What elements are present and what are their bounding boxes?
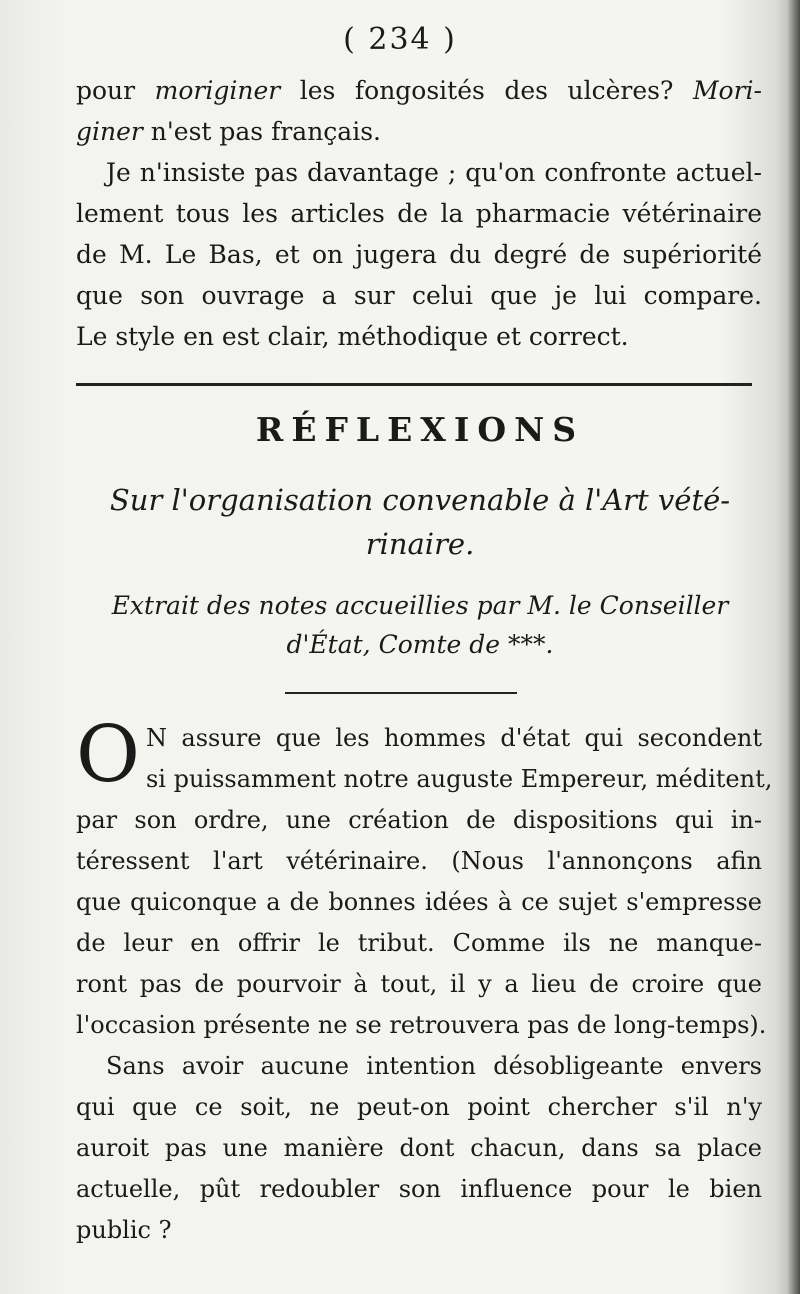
text-line: lement tous les articles de la pharmacie vétérinaire: [76, 199, 762, 228]
text-line: par son ordre, une création de dispositions qui in-: [76, 806, 762, 834]
text-line: auroit pas une manière dont chacun, dans sa place: [76, 1134, 762, 1162]
section-title: RÉFLEXIONS: [255, 410, 585, 449]
section-subtitle: Sur l'organisation convenable à l'Art vété- rinaire.: [109, 483, 731, 561]
text-line: si puissamment notre auguste Empereur, méditent,: [145, 765, 773, 793]
page-number: ( 234 ): [343, 22, 457, 57]
text-line: de M. Le Bas, et on jugera du degré de supériorité: [76, 240, 762, 269]
text-line: téressent l'art vétérinaire. (Nous l'annonçons afin: [76, 847, 762, 875]
text-line: Je n'insiste pas davantage ; qu'on confronte actuel-: [106, 158, 762, 187]
text-line: qui que ce soit, ne peut-on point chercher s'il n'y: [76, 1093, 762, 1121]
text-line: ront pas de pourvoir à tout, il y a lieu de croire que: [76, 970, 762, 998]
text-line: Le style en est clair, méthodique et correct.: [76, 322, 629, 351]
text-line: l'occasion présente ne se retrouvera pas de long-temps).: [76, 1011, 767, 1039]
section-divider: [76, 383, 752, 386]
text-line: de leur en offrir le tribut. Comme ils ne manque-: [76, 929, 762, 957]
text-line: giner n'est pas français.: [76, 117, 381, 146]
text-line: N assure que les hommes d'état qui secondent: [145, 724, 762, 752]
article-body: [76, 710, 773, 1251]
extract-note: Extrait des notes accueillies par M. le Conseiller d'État, Comte de ***.: [111, 591, 729, 659]
top-paragraph: [76, 70, 762, 357]
text-line: public ?: [76, 1216, 172, 1244]
text-line: que son ouvrage a sur celui que je lui compare.: [76, 281, 762, 310]
drop-cap: O: [76, 710, 140, 800]
text-line: Sans avoir aucune intention désobligeante envers: [106, 1052, 762, 1080]
short-divider: [285, 692, 517, 694]
page-edge-shadow: [786, 0, 800, 1294]
text-line: pour moriginer les fongosités des ulcères? Mori-: [76, 76, 762, 105]
text-line: actuelle, pût redoubler son influence pour le bien: [76, 1175, 762, 1203]
text-line: que quiconque a de bonnes idées à ce sujet s'empresse: [76, 888, 762, 916]
